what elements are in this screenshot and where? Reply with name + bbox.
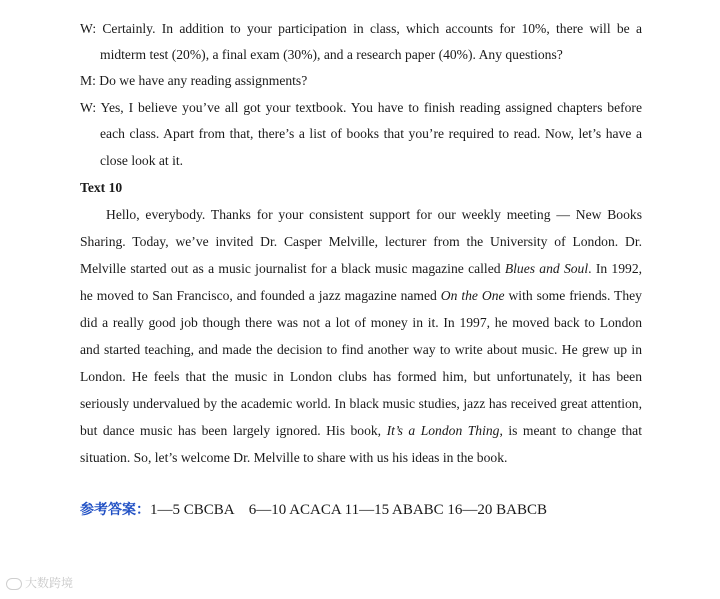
passage-line-3 (80, 260, 642, 278)
watermark-text: 大数跨境 (25, 576, 74, 590)
passage-text: with some friends. They (504, 288, 642, 303)
magazine-title-blues-and-soul: Blues and Soul (504, 261, 589, 276)
dialogue-w1-line2: midterm test (20%), a final exam (30%), and a research paper (40%). Any questions? (100, 47, 563, 62)
passage-line-10: situation. So, let’s welcome Dr. Melville to share with us his ideas in the book. (80, 450, 508, 465)
book-title: It’s a London Thing (386, 423, 500, 438)
passage-line-8: seriously undervalued by the academic world. In black music studies, jazz has received great attention, (80, 396, 642, 411)
dialogue-w1-line1: W: Certainly. In addition to your participation in class, which accounts for 10%, there will be a (80, 21, 642, 36)
answer-key (80, 500, 547, 520)
watermark (6, 574, 73, 591)
passage-line-9 (80, 422, 642, 440)
dialogue-w2-line1: W: Yes, I believe you’ve all got your textbook. You have to finish reading assigned chapters before (80, 100, 642, 115)
dialogue-m1-line1: M: Do we have any reading assignments? (80, 73, 308, 88)
passage-line-4 (80, 287, 642, 305)
dialogue-w2-line2: each class. Apart from that, there’s a list of books that you’re required to read. Now, let’s have a (100, 126, 642, 141)
answer-key-label: 参考答案： (80, 502, 150, 518)
watermark-logo-icon (6, 578, 22, 590)
passage-line-6: and started teaching, and made the decision to find another way to write about music. He grew up in (80, 342, 642, 357)
dialogue-w2-line3: close look at it. (100, 153, 184, 168)
answer-key-groups: 1—5 CBCBA 6—10 ACACA 11—15 ABABC 16—20 BABCB (150, 502, 548, 518)
passage-text: Melville started out as a music journalist for a black music magazine called (80, 261, 505, 276)
passage-line-1: Hello, everybody. Thanks for your consistent support for our weekly meeting — New Books (106, 207, 642, 222)
passage-line-2: Sharing. Today, we’ve invited Dr. Casper Melville, lecturer from the University of London. Dr. (80, 234, 642, 249)
passage-text: , is meant to change that (499, 423, 642, 438)
passage-text: he moved to San Francisco, and founded a jazz magazine named (80, 288, 441, 303)
magazine-title-on-the-one: On the One (440, 288, 505, 303)
passage-text: . In 1992, (588, 261, 643, 276)
passage-line-7: London. He feels that the music in London clubs has formed him, but unfortunately, it has been (80, 369, 642, 384)
passage-text: but dance music has been largely ignored. His book, (80, 423, 387, 438)
passage-line-5: did a really good job though there was not a lot of money in it. In 1997, he moved back to London (80, 315, 642, 330)
section-heading: Text 10 (80, 180, 123, 195)
